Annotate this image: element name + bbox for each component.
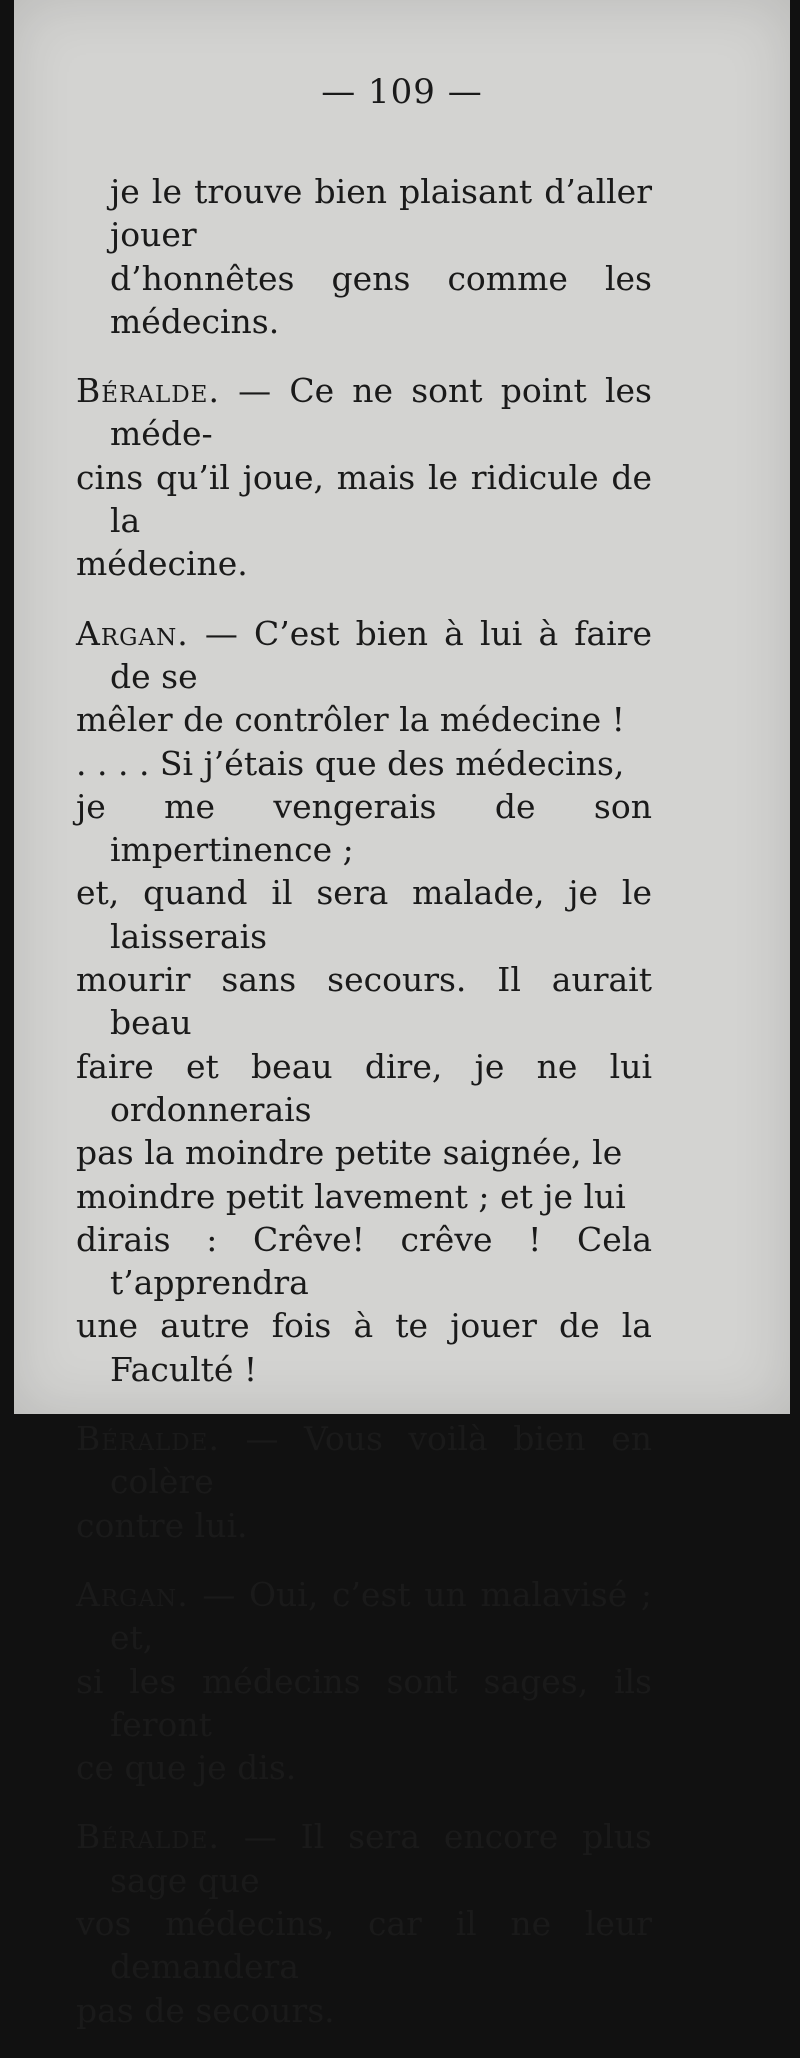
line-text: mourir sans secours. Il aurait beau — [76, 960, 652, 1043]
line-text: pas de secours. — [76, 1990, 335, 2030]
dialogue-paragraph — [14, 1417, 790, 1547]
line-text: je le trouve bien plaisant d’aller jouer — [110, 172, 652, 255]
line-text: . . . . Si j’étais que des médecins, — [76, 743, 625, 783]
line-text: cins qu’il joue, mais le ridicule de la — [76, 457, 652, 541]
text-line — [76, 958, 652, 1045]
text-line — [76, 698, 652, 741]
line-text: — C’est bien à lui à faire de se — [110, 613, 652, 696]
dialogue-paragraph — [14, 612, 790, 1391]
line-text: contre lui. — [76, 1505, 248, 1545]
text-line — [76, 369, 652, 456]
text-line — [76, 1175, 652, 1218]
text-line — [76, 612, 652, 699]
line-text: et, quand il sera malade, je le laisserais — [76, 873, 652, 956]
text-line — [76, 785, 652, 872]
text-line — [76, 1815, 652, 1902]
dialogue-paragraph — [14, 369, 790, 585]
line-text: vos médecins, car il ne leur demandera — [76, 1903, 652, 1987]
line-text: mêler de contrôler la médecine ! — [76, 700, 625, 740]
continuation-paragraph — [14, 170, 790, 343]
text-line — [76, 1131, 652, 1174]
line-text: une autre fois à te jouer de la Faculté ! — [76, 1306, 652, 1389]
speaker-name: Argan. — [76, 1574, 189, 1614]
text-line — [76, 1045, 652, 1132]
page-number: — 109 — — [321, 72, 483, 112]
line-text: ce que je dis. — [76, 1748, 297, 1788]
book-page — [14, 0, 790, 2030]
text-line — [76, 1746, 652, 1789]
line-text: — Ce ne sont point les méde- — [110, 371, 652, 454]
line-text: — Oui, c’est un malavisé ; et, — [110, 1574, 652, 1658]
speaker-name: Béralde. — [76, 1817, 220, 1857]
speaker-name: Béralde. — [76, 371, 220, 411]
dialogue-paragraph — [14, 1573, 790, 1789]
text-line — [110, 257, 652, 344]
text-line — [76, 742, 652, 785]
text-line — [76, 871, 652, 958]
text-line — [110, 170, 652, 257]
text-line — [76, 1573, 652, 1660]
text-line — [76, 1417, 652, 1504]
line-text: — Il sera encore plus sage que — [110, 1817, 652, 1900]
line-text: pas la moindre petite saignée, le — [76, 1133, 623, 1173]
line-text: faire et beau dire, je ne lui ordonnerais — [76, 1046, 652, 1129]
dialogue-paragraph — [14, 1815, 790, 2031]
line-text: d’honnêtes gens comme les médecins. — [110, 258, 652, 341]
text-line — [76, 1304, 652, 1391]
text-line — [76, 542, 652, 585]
speaker-name: Béralde. — [76, 1419, 220, 1459]
line-text: dirais : Crêve! crêve ! Cela t’apprendra — [76, 1219, 652, 1303]
line-text: médecine. — [76, 544, 248, 584]
text-line — [76, 1504, 652, 1547]
line-text: si les médecins sont sages, ils feront — [76, 1661, 652, 1744]
text-line — [76, 1218, 652, 1305]
text-line — [76, 1902, 652, 1989]
line-text: — Vous voilà bien en colère — [110, 1419, 652, 1502]
page-text — [14, 170, 790, 2058]
line-text: moindre petit lavement ; et je lui — [76, 1176, 626, 1216]
text-line — [76, 456, 652, 543]
text-line — [76, 1989, 652, 2032]
line-text: je me vengerais de son impertinence ; — [76, 786, 652, 870]
text-line — [76, 1660, 652, 1747]
speaker-name: Argan. — [76, 613, 189, 653]
